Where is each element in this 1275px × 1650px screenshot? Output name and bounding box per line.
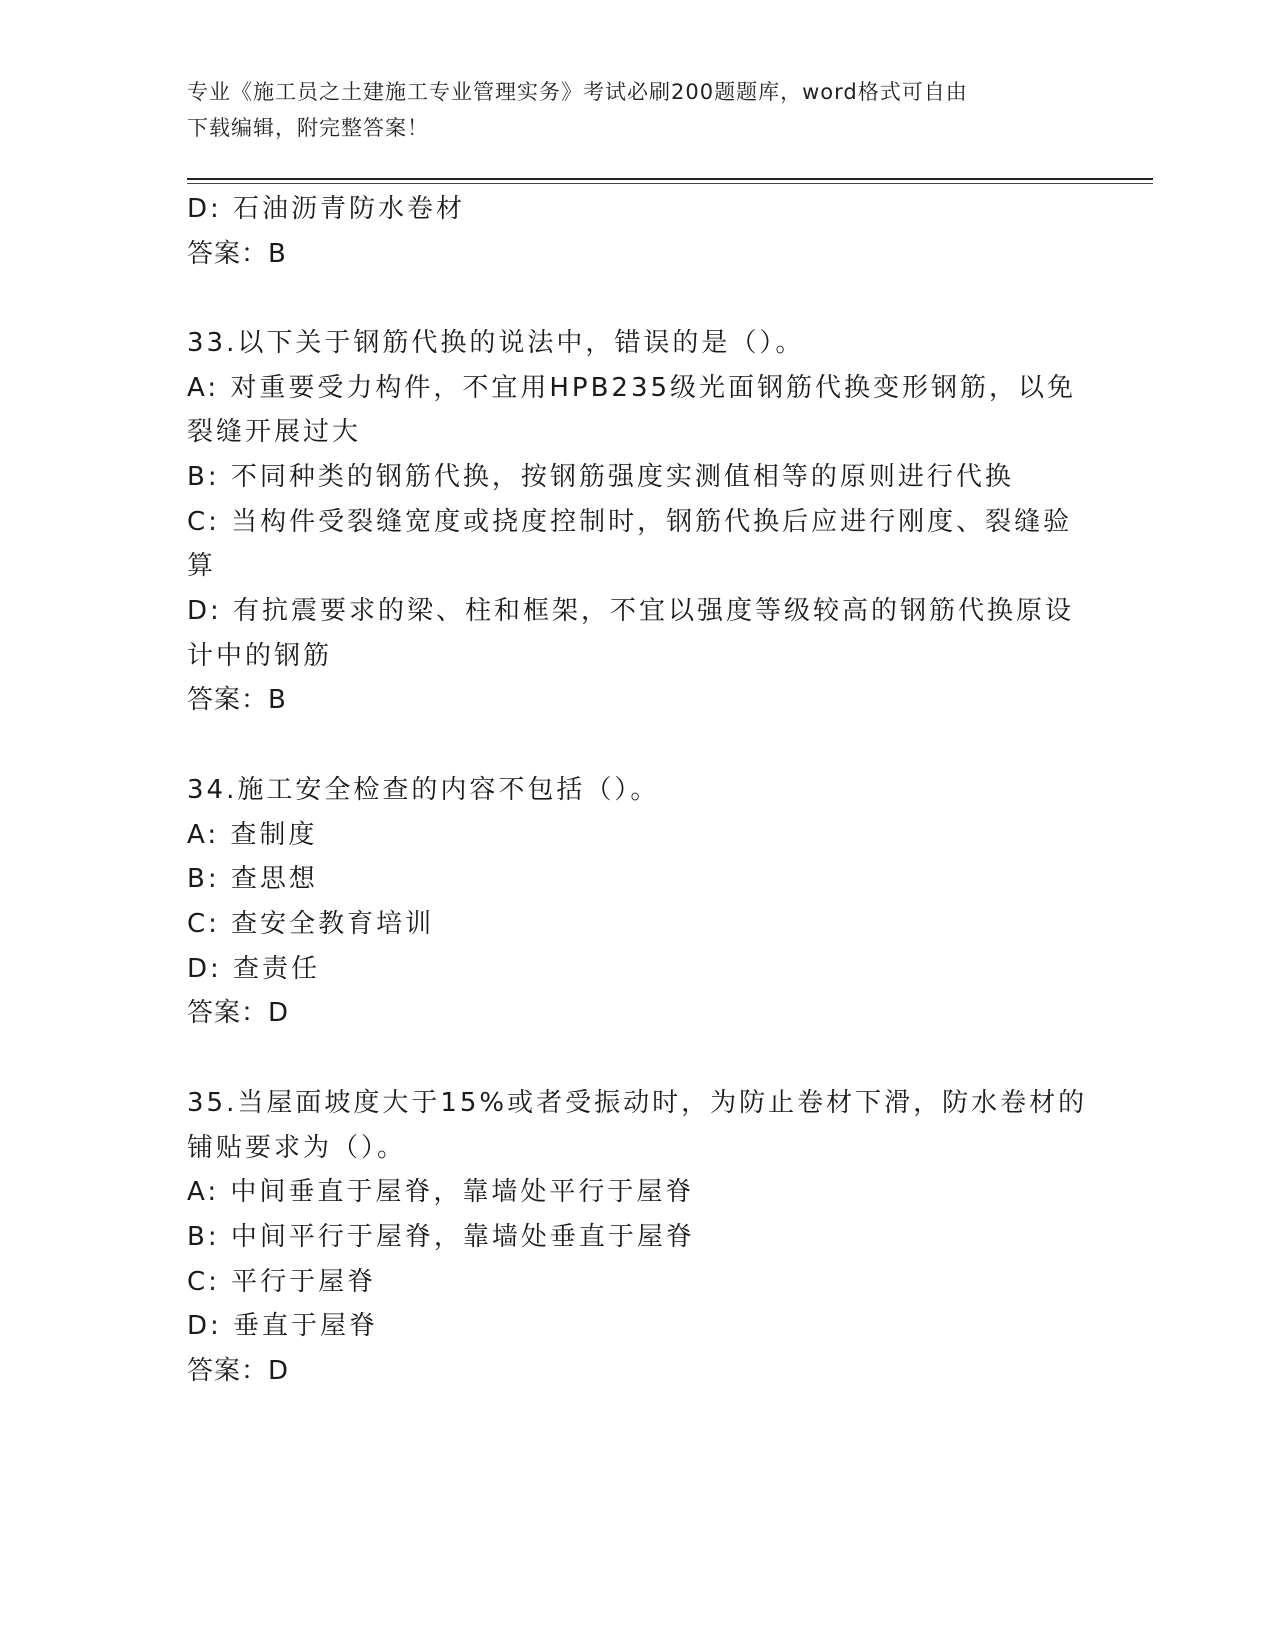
q33-option-d-line1: D: 有抗震要求的梁、柱和框架，不宜以强度等级较高的钢筋代换原设 [187,596,1075,626]
q35-option-b: B: 中间平行于屋脊，靠墙处垂直于屋脊 [187,1222,695,1252]
q33-answer: 答案：B [187,685,287,715]
q33-option-c-line2: 算 [187,551,217,581]
prev-option-d: D: 石油沥青防水卷材 [187,194,466,224]
q33-option-b: B: 不同种类的钢筋代换，按钢筋强度实测值相等的原则进行代换 [187,462,1014,492]
q35-stem-line1: 35.当屋面坡度大于15%或者受振动时，为防止卷材下滑，防水卷材的 [187,1088,1088,1118]
q35-stem-line2: 铺贴要求为（）。 [187,1133,407,1163]
q33-option-a-line2: 裂缝开展过大 [187,417,362,447]
q35-option-d: D: 垂直于屋脊 [187,1311,379,1341]
document-header [187,74,1067,146]
q35-option-c: C: 平行于屋脊 [187,1267,377,1297]
header-line-2: 下载编辑，附完整答案！ [187,116,429,140]
q34-option-a: A: 查制度 [187,820,318,850]
q34-option-c: C: 查安全教育培训 [187,909,435,939]
header-line-1: 专业《施工员之土建施工专业管理实务》考试必刷200题题库，word格式可自由 [187,80,968,104]
header-divider-thick [187,178,1153,180]
q34-option-d: D: 查责任 [187,954,321,984]
q33-option-d-line2: 计中的钢筋 [187,641,333,671]
q34-answer: 答案：D [187,998,290,1028]
prev-answer: 答案：B [187,239,287,269]
q33-option-c-line1: C: 当构件受裂缝宽度或挠度控制时，钢筋代换后应进行刚度、裂缝验 [187,507,1073,537]
q33-option-a-line1: A: 对重要受力构件，不宜用HPB235级光面钢筋代换变形钢筋，以免 [187,373,1077,403]
q33-stem: 33.以下关于钢筋代换的说法中，错误的是（）。 [187,328,805,358]
q35-answer: 答案：D [187,1356,290,1386]
q35-option-a: A: 中间垂直于屋脊，靠墙处平行于屋脊 [187,1177,695,1207]
q34-option-b: B: 查思想 [187,864,318,894]
q34-stem: 34.施工安全检查的内容不包括（）。 [187,775,660,805]
header-divider-thin [187,183,1153,184]
